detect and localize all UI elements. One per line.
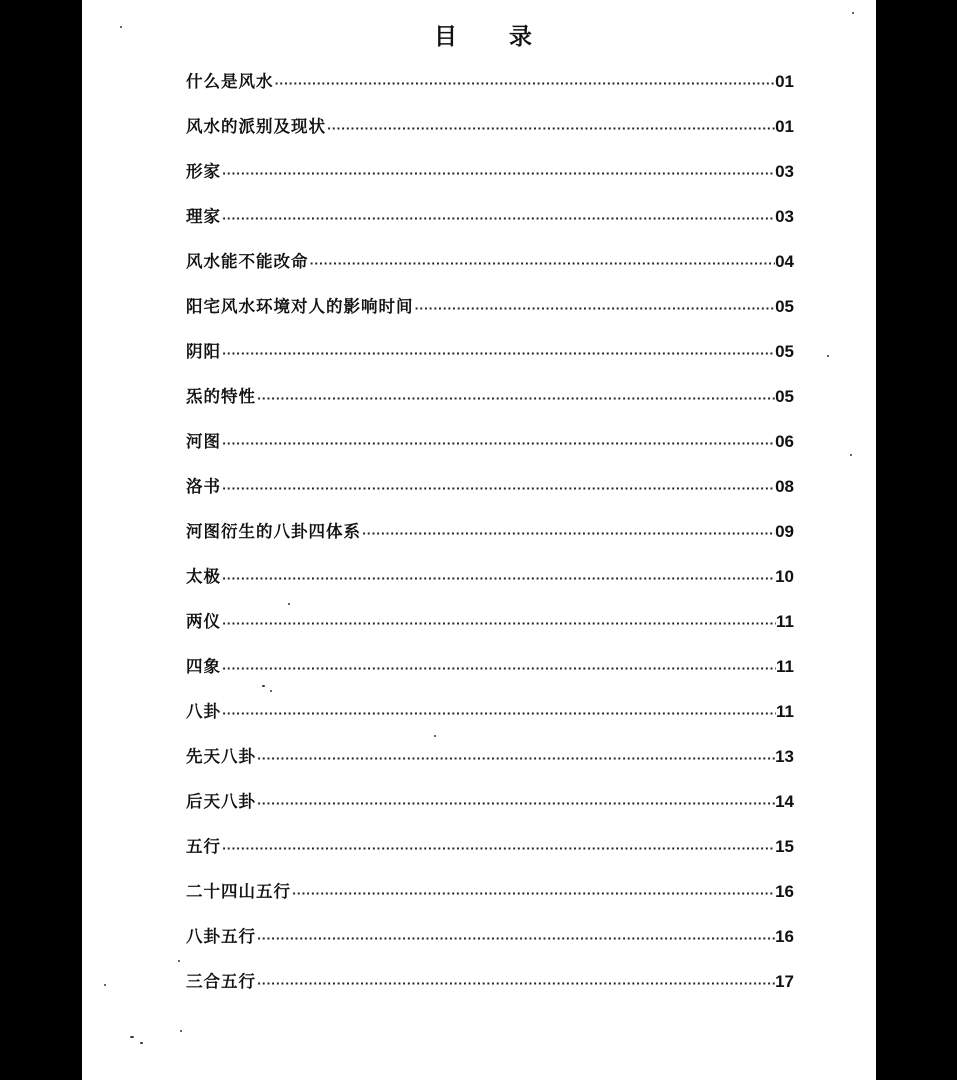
- toc-page-number: 04: [775, 252, 794, 271]
- scan-speck: [104, 984, 106, 986]
- dot-leader: [222, 831, 775, 867]
- dot-leader: [222, 651, 776, 687]
- dot-leader: [362, 516, 775, 552]
- scan-speck: [827, 355, 829, 357]
- toc-entry: [186, 829, 794, 874]
- dot-leader: [222, 606, 776, 642]
- toc-entry: [186, 739, 794, 784]
- scan-speck: [120, 26, 122, 28]
- toc-page-number: 16: [775, 882, 794, 901]
- scan-speck: [288, 603, 290, 605]
- toc-label: 什么是风水: [186, 72, 274, 91]
- toc-entry: [186, 289, 794, 334]
- toc-page-number: 16: [775, 927, 794, 946]
- dot-leader: [257, 741, 775, 777]
- dot-leader: [257, 786, 775, 822]
- toc-page-number: 01: [775, 72, 794, 91]
- toc-page-number: 03: [775, 207, 794, 226]
- toc-page-number: 03: [775, 162, 794, 181]
- toc-label: 两仪: [186, 612, 221, 631]
- scan-speck: [262, 685, 265, 687]
- dot-leader: [222, 336, 775, 372]
- toc-page-number: 11: [776, 657, 794, 676]
- toc-page-number: 01: [775, 117, 794, 136]
- dot-leader: [275, 66, 776, 102]
- dot-leader: [222, 471, 775, 507]
- dot-leader: [327, 111, 775, 147]
- toc-label: 五行: [186, 837, 221, 856]
- toc-label: 形家: [186, 162, 221, 181]
- toc-label: 洛书: [186, 477, 221, 496]
- dot-leader: [222, 561, 775, 597]
- toc-label: 三合五行: [186, 972, 256, 991]
- toc-label: 四象: [186, 657, 221, 676]
- toc-label: 八卦五行: [186, 927, 256, 946]
- toc-entry: [186, 559, 794, 604]
- toc-label: 河图: [186, 432, 221, 451]
- toc-label: 太极: [186, 567, 221, 586]
- toc-entry: [186, 199, 794, 244]
- toc-entry: [186, 964, 794, 1009]
- toc-entry: [186, 649, 794, 694]
- dot-leader: [257, 381, 775, 417]
- scan-speck: [852, 12, 854, 14]
- toc-entry: [186, 334, 794, 379]
- toc-entry: [186, 109, 794, 154]
- scan-speck: [178, 960, 180, 962]
- scan-speck: [434, 735, 436, 737]
- toc-page-number: 14: [775, 792, 794, 811]
- toc-page-number: 08: [775, 477, 794, 496]
- toc-entry: [186, 514, 794, 559]
- toc-entry: [186, 604, 794, 649]
- toc-entry: [186, 919, 794, 964]
- toc-page-number: 05: [775, 297, 794, 316]
- toc-page-number: 06: [775, 432, 794, 451]
- toc-entry: [186, 424, 794, 469]
- toc-entry: [186, 154, 794, 199]
- dot-leader: [222, 201, 775, 237]
- scan-speck: [850, 454, 852, 456]
- toc-page-number: 10: [775, 567, 794, 586]
- toc-label: 风水的派别及现状: [186, 117, 326, 136]
- toc-page-number: 11: [776, 702, 794, 721]
- toc-entry: [186, 874, 794, 919]
- toc-label: 后天八卦: [186, 792, 256, 811]
- table-of-contents: [186, 64, 794, 1009]
- toc-entry: [186, 784, 794, 829]
- toc-entry: [186, 244, 794, 289]
- toc-page-number: 11: [776, 612, 794, 631]
- toc-page-number: 09: [775, 522, 794, 541]
- toc-label: 河图衍生的八卦四体系: [186, 522, 361, 541]
- toc-label: 炁的特性: [186, 387, 256, 406]
- scan-speck: [270, 690, 272, 692]
- dot-leader: [310, 246, 776, 282]
- toc-page-number: 13: [775, 747, 794, 766]
- scan-speck: [130, 1036, 134, 1038]
- dot-leader: [222, 156, 775, 192]
- scan-speck: [140, 1042, 143, 1044]
- toc-entry: [186, 694, 794, 739]
- toc-page-number: 05: [775, 387, 794, 406]
- toc-label: 风水能不能改命: [186, 252, 309, 271]
- dot-leader: [257, 966, 775, 1002]
- toc-entry: [186, 379, 794, 424]
- page-title: 目 录: [433, 24, 554, 50]
- toc-label: 阳宅风水环境对人的影响时间: [186, 297, 414, 316]
- toc-label: 八卦: [186, 702, 221, 721]
- toc-page-number: 17: [775, 972, 794, 991]
- dot-leader: [415, 291, 776, 327]
- toc-entry: [186, 64, 794, 109]
- toc-label: 先天八卦: [186, 747, 256, 766]
- toc-page-number: 15: [775, 837, 794, 856]
- toc-label: 阴阳: [186, 342, 221, 361]
- dot-leader: [222, 426, 775, 462]
- scan-speck: [180, 1030, 182, 1032]
- dot-leader: [257, 921, 775, 957]
- document-page: [82, 0, 876, 1080]
- toc-entry: [186, 469, 794, 514]
- dot-leader: [292, 876, 775, 912]
- toc-label: 二十四山五行: [186, 882, 291, 901]
- toc-page-number: 05: [775, 342, 794, 361]
- dot-leader: [222, 696, 776, 732]
- toc-label: 理家: [186, 207, 221, 226]
